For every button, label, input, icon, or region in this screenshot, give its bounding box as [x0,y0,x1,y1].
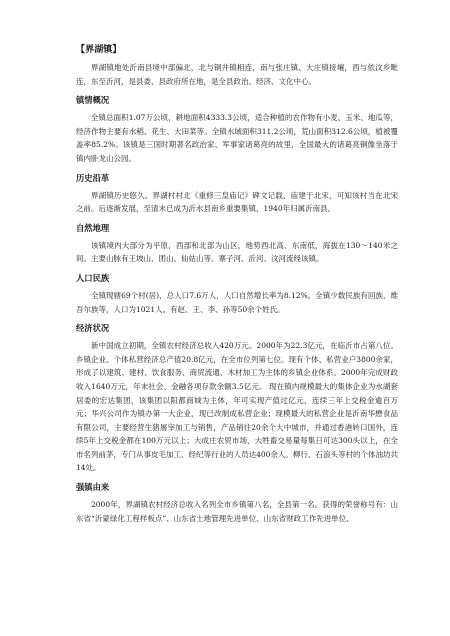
section-text-strong-town: 2000年，界湖镇农村经济总收入名列全市乡镇第八名，全县第一名。获得的荣誉称号有：山东省“沂蒙绿化工程样板点”、山东省土地管理先进单位、山东省财政工作先进单位、 [76,500,398,523]
section-heading-history: 历史沿革 [76,172,110,183]
intro-paragraph: 界湖镇地处沂南县境中部偏北，北与铜井镇相连，南与张庄镇、大庄镇接壤，西与依汶乡毗连，东至沂河，是县委、县政府所在地，是全县政治、经济、文化中心。 [76,63,398,86]
section-heading-strong-town: 强镇由来 [76,482,110,493]
section-text-overview: 全镇总面积1.07万公顷，耕地面积4333.3公顷，适合种植的农作物有小麦、玉米、地瓜等，经济作物主要有水稻、花生、大田菜等。全镇水域面积311.2公顷，荒山面积312.6公顷，植被覆盖率85.2%。该镇是三国时期著名政治家、军事家诸葛亮的故里，全国最大的诸葛亮铜像坐落于镇内卧龙山公园。 [76,113,398,163]
section-heading-population: 人口民族 [76,272,110,283]
section-heading-overview: 镇情概况 [76,95,110,106]
section-heading-economy: 经济状况 [76,323,110,334]
section-text-geography: 该镇境内大部分为平原，西部和北部为山区，地势西北高、东南低，海拔在130～140米之间。主要山脉有王坡山、团山、仙姑山等。寨子河、沂河、汶河流经该镇。 [76,240,398,264]
section-text-population: 全镇现辖69个村(居)，总人口7.6万人，人口自然增长率为8.12%。全镇少数民族有回族、维吾尔族等，人口为1021人。有赵、王、李、孙等50余个姓氏。 [76,290,398,314]
section-text-history: 界湖镇历史悠久。界湖村村北《重修三皇庙记》碑文记载，庙建于北宋，可知该村当在北宋之前。后逐渐发展，至清末已成为沂水县南乡重要集镇，1940年归属沂南县。 [76,190,398,214]
section-text-economy: 新中国成立初期，全镇农村经济总收入420万元。2000年为22.3亿元，在临沂市占第八位。乡镇企业、个体私营经济总产值20.8亿元，在全市位列第七位。现有个体、私营业户3800余家，形成了以建筑、建材、饮食服务、商贸流通、木材加工为主体的乡镇企业体系。2000年完成财政收入1640万元，年末社会、金融各项存款余额3.5亿元。 现在镇内规模最大的集体企业为水湖套居委的宏达集团，该集团以阳都商城为主体，年可实现产值过亿元，连续三年上交税金逾百万元；华兴公司作为镇办第一大企业，现已改制成私营企业；现模最大的私营企业是沂南华懋食品有限公司，主要经营生猪屠宰加工与销售，产品销往20余个大中城市，并通过香港转口国外，连续5年上交税金都在100万元以上；大成庄农贸市场，大牲畜交易量每集日可达300头以上，在全市名列前茅，专门从事皮毛加工、经纪等行业的人员达400余人。柳行、石浪头等村的个体油坊共14处。 [76,341,398,473]
section-heading-geography: 自然地理 [76,222,110,233]
doc-title: 【界湖镇】 [76,45,122,55]
